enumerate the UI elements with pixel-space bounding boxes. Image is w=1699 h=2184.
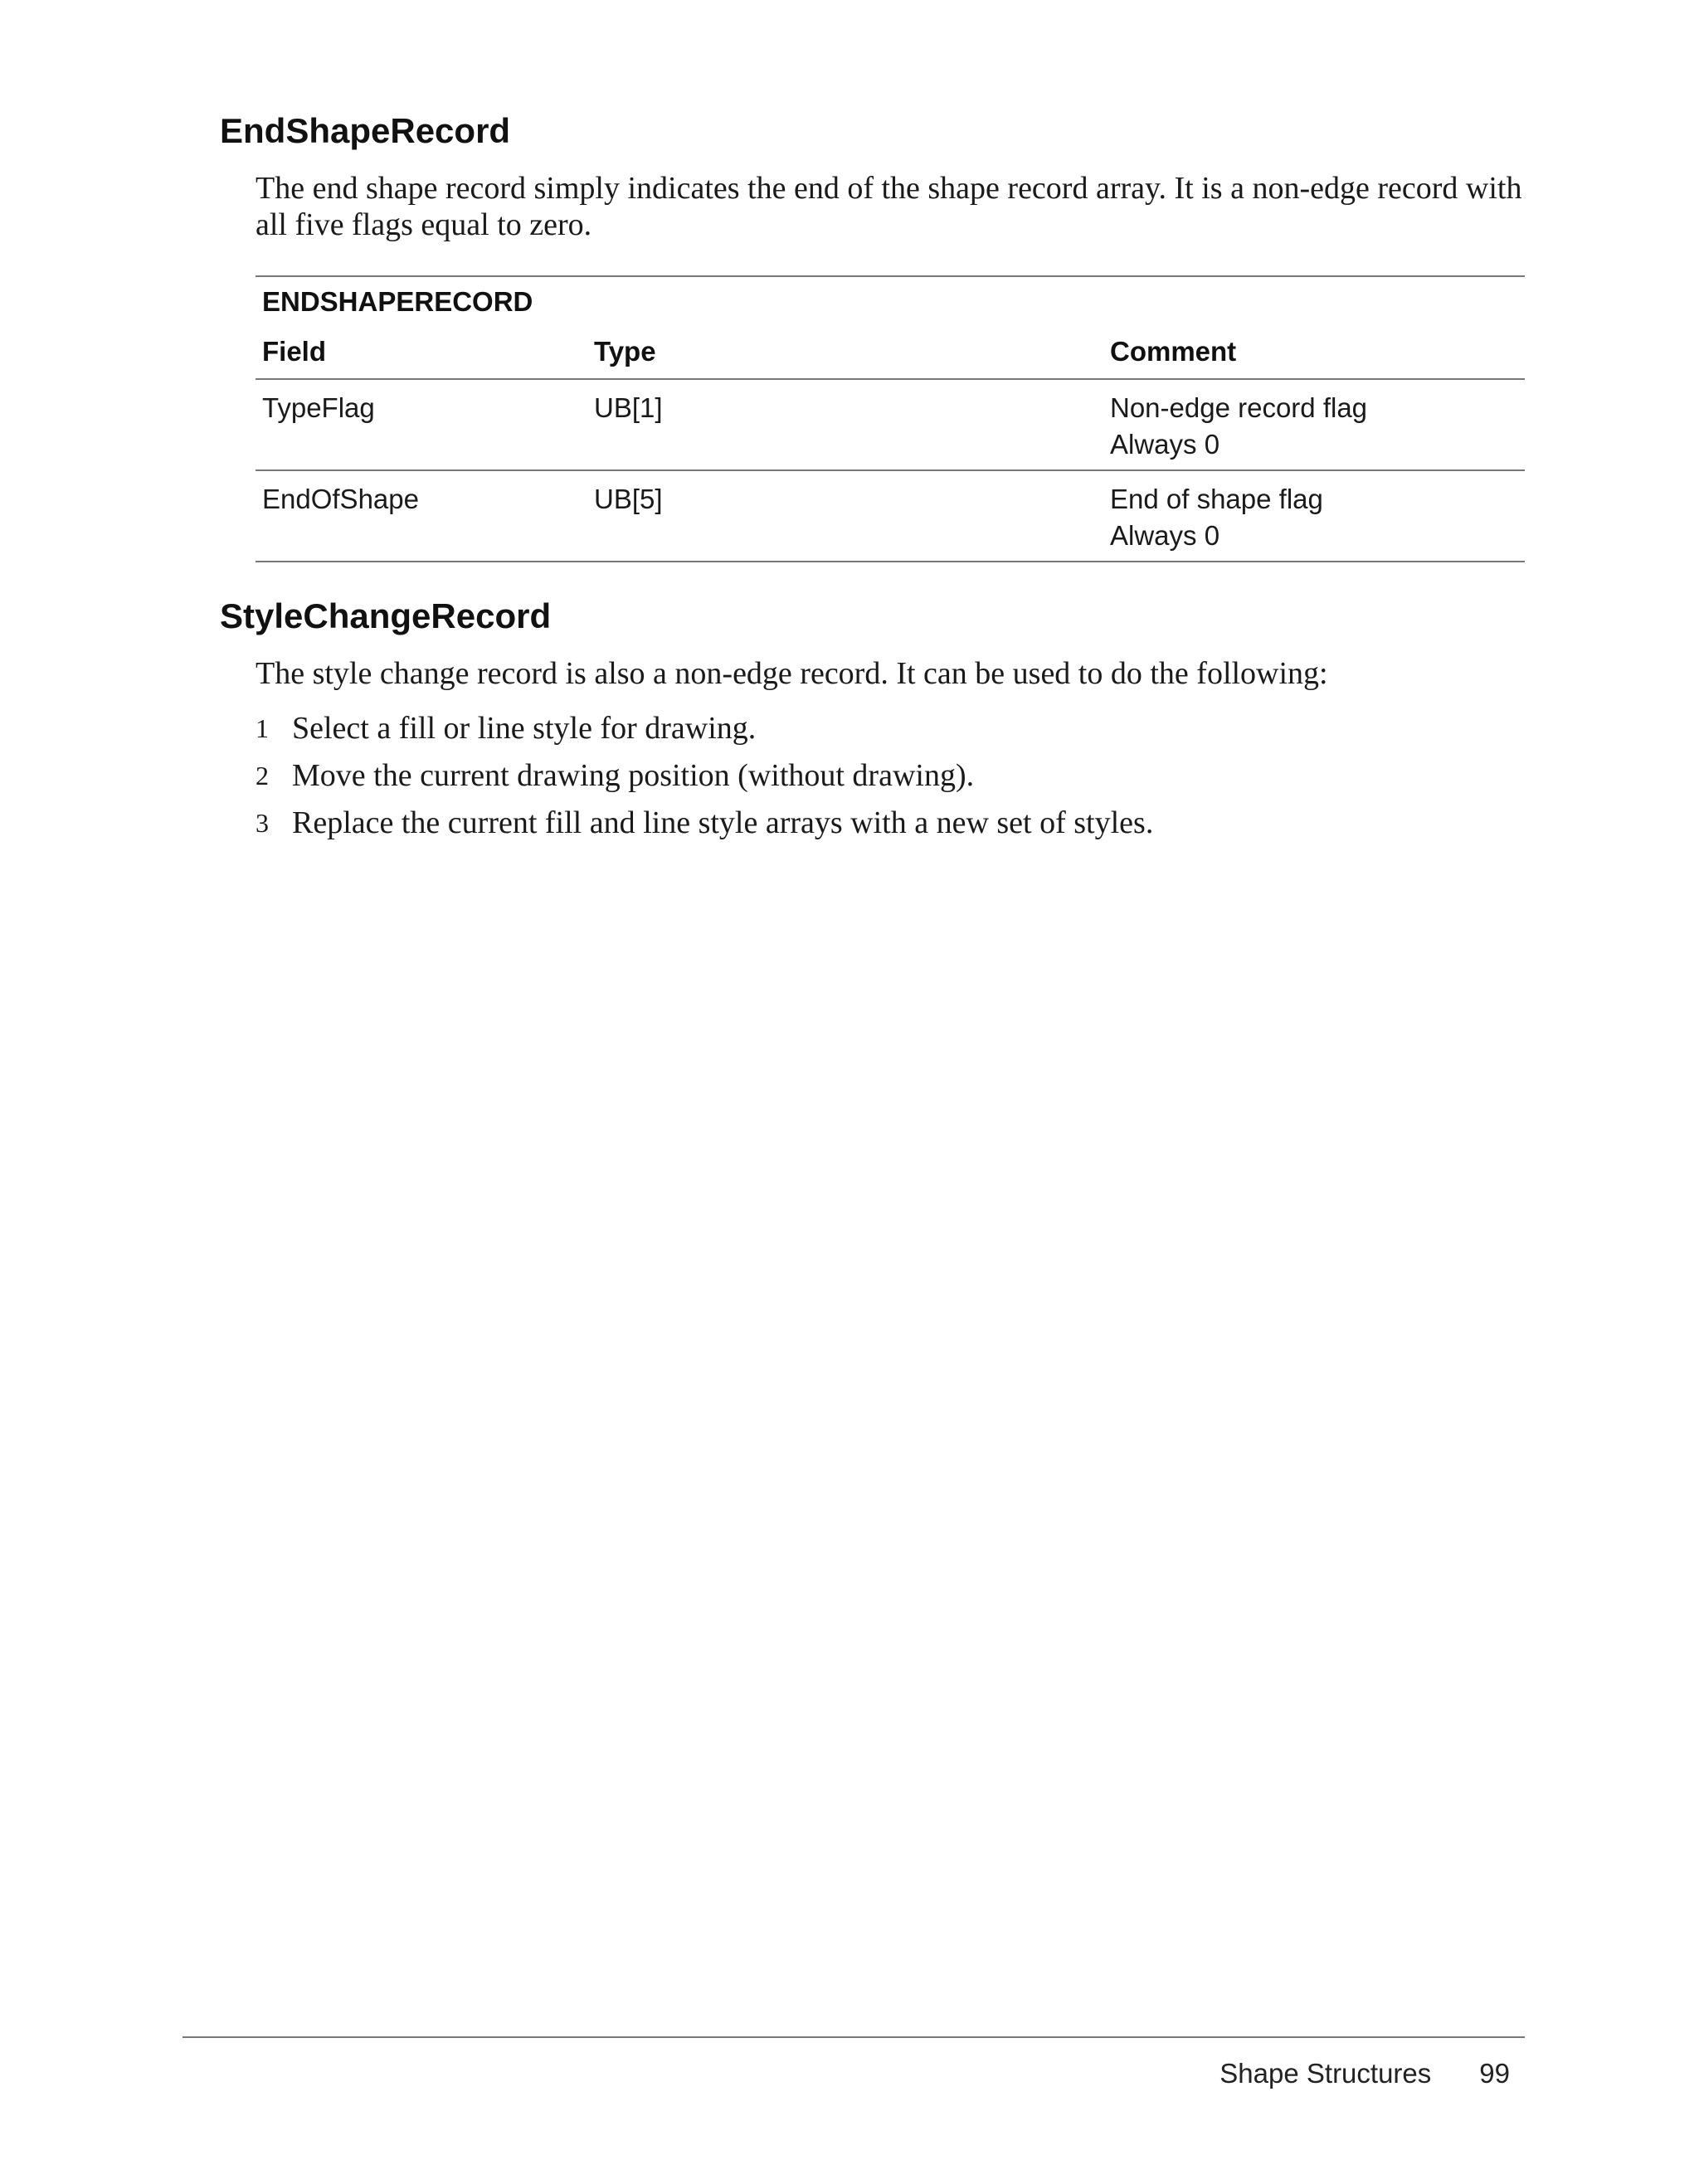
footer-divider bbox=[183, 2036, 1525, 2038]
comment-line: End of shape flag bbox=[1110, 484, 1323, 514]
list-item bbox=[256, 757, 1533, 805]
list-item-text: Replace the current fill and line style arrays with a new set of styles. bbox=[292, 805, 1154, 840]
column-header-field: Field bbox=[262, 336, 327, 367]
table-row bbox=[256, 380, 1525, 471]
comment-line: Non-edge record flag bbox=[1110, 392, 1368, 423]
list-item bbox=[256, 805, 1533, 852]
list-item-text: Move the current drawing position (without drawing). bbox=[292, 758, 975, 793]
cell-type: UB[5] bbox=[594, 484, 663, 514]
cell-field: EndOfShape bbox=[262, 484, 419, 514]
list-item-number: 2 bbox=[256, 761, 269, 790]
page-number: 99 bbox=[1479, 2058, 1510, 2089]
stylechangerecord-description: The style change record is also a non-edge record. It can be used to do the following: bbox=[256, 656, 1328, 691]
table-row bbox=[256, 471, 1525, 562]
cell-type: UB[1] bbox=[594, 392, 663, 423]
list-item bbox=[256, 710, 1533, 757]
cell-comment bbox=[1102, 471, 1525, 554]
list-item-text: Select a fill or line style for drawing. bbox=[292, 711, 757, 746]
cell-field: TypeFlag bbox=[262, 392, 375, 423]
table-header-row bbox=[256, 325, 1525, 380]
section-heading-endshaperecord: EndShapeRecord bbox=[220, 111, 511, 150]
column-header-type: Type bbox=[594, 336, 656, 367]
list-item-number: 1 bbox=[256, 713, 269, 743]
comment-line: Always 0 bbox=[1110, 429, 1220, 460]
comment-line: Always 0 bbox=[1110, 520, 1220, 551]
footer-section-title: Shape Structures bbox=[1219, 2058, 1432, 2089]
numbered-list bbox=[256, 710, 1533, 852]
section-heading-stylechangerecord: StyleChangeRecord bbox=[220, 596, 552, 635]
cell-comment bbox=[1102, 380, 1525, 463]
list-item-number: 3 bbox=[256, 808, 269, 838]
column-header-comment: Comment bbox=[1110, 336, 1237, 367]
endshaperecord-description: The end shape record simply indicates the end of the shape record array. It is a non-edge record with all five flags equal to zero. bbox=[256, 171, 1522, 242]
endshaperecord-table bbox=[256, 275, 1525, 562]
table-caption: ENDSHAPERECORD bbox=[262, 286, 533, 317]
page-footer bbox=[1219, 2057, 1510, 2090]
